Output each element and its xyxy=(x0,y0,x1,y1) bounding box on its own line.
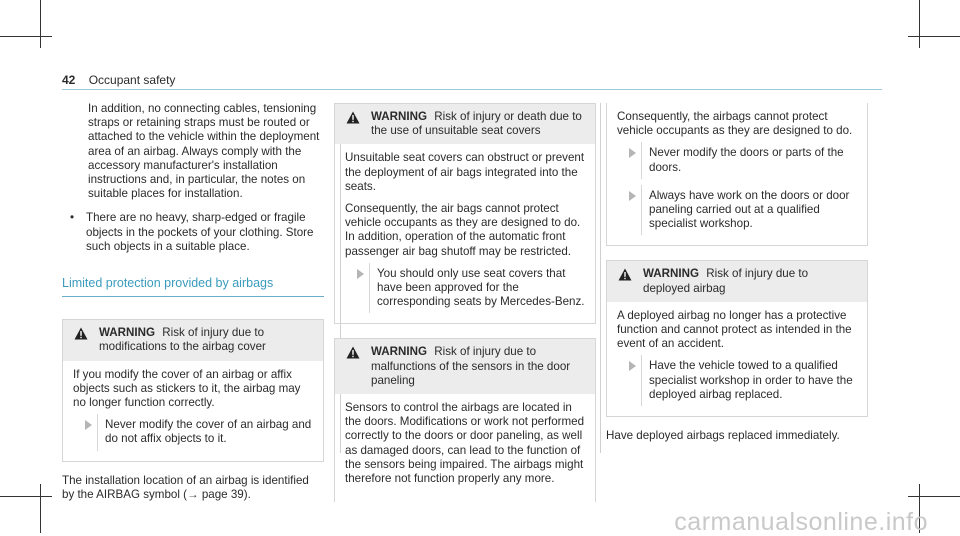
warning-header xyxy=(607,261,867,301)
warning-label: WARNING xyxy=(371,345,428,359)
action-item xyxy=(617,189,857,232)
action-divider xyxy=(369,263,370,314)
right-column xyxy=(606,103,868,453)
warning-body xyxy=(607,103,867,245)
action-divider xyxy=(641,355,642,406)
intro-paragraph: In addition, no connecting cables, tensioning straps or retaining straps must be routed or attached to the vehicle within the deployment area of an airbag. Always comply with the accessory manufacturer's installation instructions and, in particular, the notes on suitable places for installation. xyxy=(88,102,320,201)
action-item xyxy=(73,418,313,446)
header-rule xyxy=(62,89,882,90)
action-arrow-icon xyxy=(357,269,364,279)
crop-mark xyxy=(908,496,960,497)
action-divider xyxy=(641,185,642,236)
warning-triangle-icon xyxy=(618,268,632,281)
warning-title: Risk of injury or death due to the use of unsuitable seat covers xyxy=(371,110,582,138)
crop-mark xyxy=(40,0,41,48)
action-item xyxy=(617,146,857,174)
action-text: Never modify the doors or parts of the doors. xyxy=(649,146,844,174)
crop-mark xyxy=(919,0,920,48)
warning-box xyxy=(606,260,868,417)
warning-title: Risk of injury due to modifications to the airbag cover xyxy=(99,326,266,354)
action-item xyxy=(345,267,585,310)
warning-body xyxy=(335,144,595,323)
warning-body xyxy=(335,394,595,502)
warning-triangle-icon xyxy=(346,111,360,124)
warning-box xyxy=(62,319,324,461)
crop-mark xyxy=(908,36,960,37)
warning-body xyxy=(63,361,323,461)
page-number: 42 xyxy=(62,73,76,87)
bullet-icon: • xyxy=(70,211,75,225)
section-heading: Limited protection provided by airbags xyxy=(62,276,274,291)
warning-text: Unsuitable seat covers can obstruct or prevent the deployment of air bags integrated into the seats. xyxy=(345,151,585,193)
warning-text: Consequently, the airbags cannot protect vehicle occupants as they are designed to do. xyxy=(617,110,853,138)
warning-text: Sensors to control the airbags are located in the doors. Modifications or work not performed correctly to the doors or door paneling, as well as damaged doors, can lead to the function of the sensors being impaired. The airbags might therefore not function properly any more. xyxy=(345,401,585,486)
action-arrow-icon xyxy=(85,420,92,430)
section-heading-rule xyxy=(62,296,324,297)
warning-header xyxy=(335,104,595,144)
crop-mark xyxy=(0,36,52,37)
warning-body xyxy=(607,302,867,416)
crop-mark xyxy=(0,496,52,497)
warning-header xyxy=(335,339,595,394)
action-item xyxy=(617,359,857,402)
closing-paragraph: The installation location of an airbag is identified by the AIRBAG symbol (→ page 39). xyxy=(62,473,309,501)
action-text: Never modify the cover of an airbag and do not affix objects to it. xyxy=(105,418,312,446)
crop-mark xyxy=(40,484,41,533)
warning-text: Consequently, the air bags cannot protect vehicle occupants as they are designed to do. In addition, operation of the automatic front passenger air bag shutoff may be restricted. xyxy=(345,202,581,258)
warning-triangle-icon xyxy=(346,346,360,359)
page-header xyxy=(62,73,175,87)
section-title: Occupant safety xyxy=(88,73,176,87)
warning-box xyxy=(334,338,596,502)
action-text: You should only use seat covers that have been approved for the corresponding seats by Mercedes-Benz. xyxy=(377,266,585,309)
action-divider xyxy=(641,142,642,178)
warning-triangle-icon xyxy=(74,327,88,340)
warning-header xyxy=(63,320,323,360)
warning-box xyxy=(334,103,596,324)
list-item xyxy=(62,211,324,254)
warning-title: Risk of injury due to malfunctions of the sensors in the door paneling xyxy=(371,345,571,387)
left-column xyxy=(62,102,324,512)
action-text: Always have work on the doors or door paneling carried out at a qualified specialist workshop. xyxy=(649,188,850,231)
column-divider xyxy=(600,103,601,453)
warning-text: If you modify the cover of an airbag or affix objects such as stickers to it, the airbag may no longer function correctly. xyxy=(73,367,301,410)
warning-label: WARNING xyxy=(643,267,700,281)
watermark: carmanualsonline.info xyxy=(674,507,928,536)
action-arrow-icon xyxy=(629,148,636,158)
middle-column xyxy=(334,103,596,502)
action-arrow-icon xyxy=(629,361,636,371)
bullet-list xyxy=(62,211,324,254)
warning-box-continued xyxy=(606,103,868,246)
closing-paragraph: Have deployed airbags replaced immediately. xyxy=(606,429,840,443)
warning-label: WARNING xyxy=(371,110,428,123)
warning-title: Risk of injury due to deployed airbag xyxy=(643,267,809,295)
warning-text: A deployed airbag no longer has a protective function and cannot protect as intended in the event of an accident. xyxy=(617,308,852,351)
warning-label: WARNING xyxy=(99,326,156,340)
action-arrow-icon xyxy=(629,191,636,201)
action-divider xyxy=(97,414,98,450)
bullet-text: There are no heavy, sharp-edged or fragile objects in the pockets of your clothing. Store such objects in a suitable place. xyxy=(86,211,314,253)
action-text: Have the vehicle towed to a qualified specialist workshop in order to have the deployed airbag replaced. xyxy=(649,359,853,401)
